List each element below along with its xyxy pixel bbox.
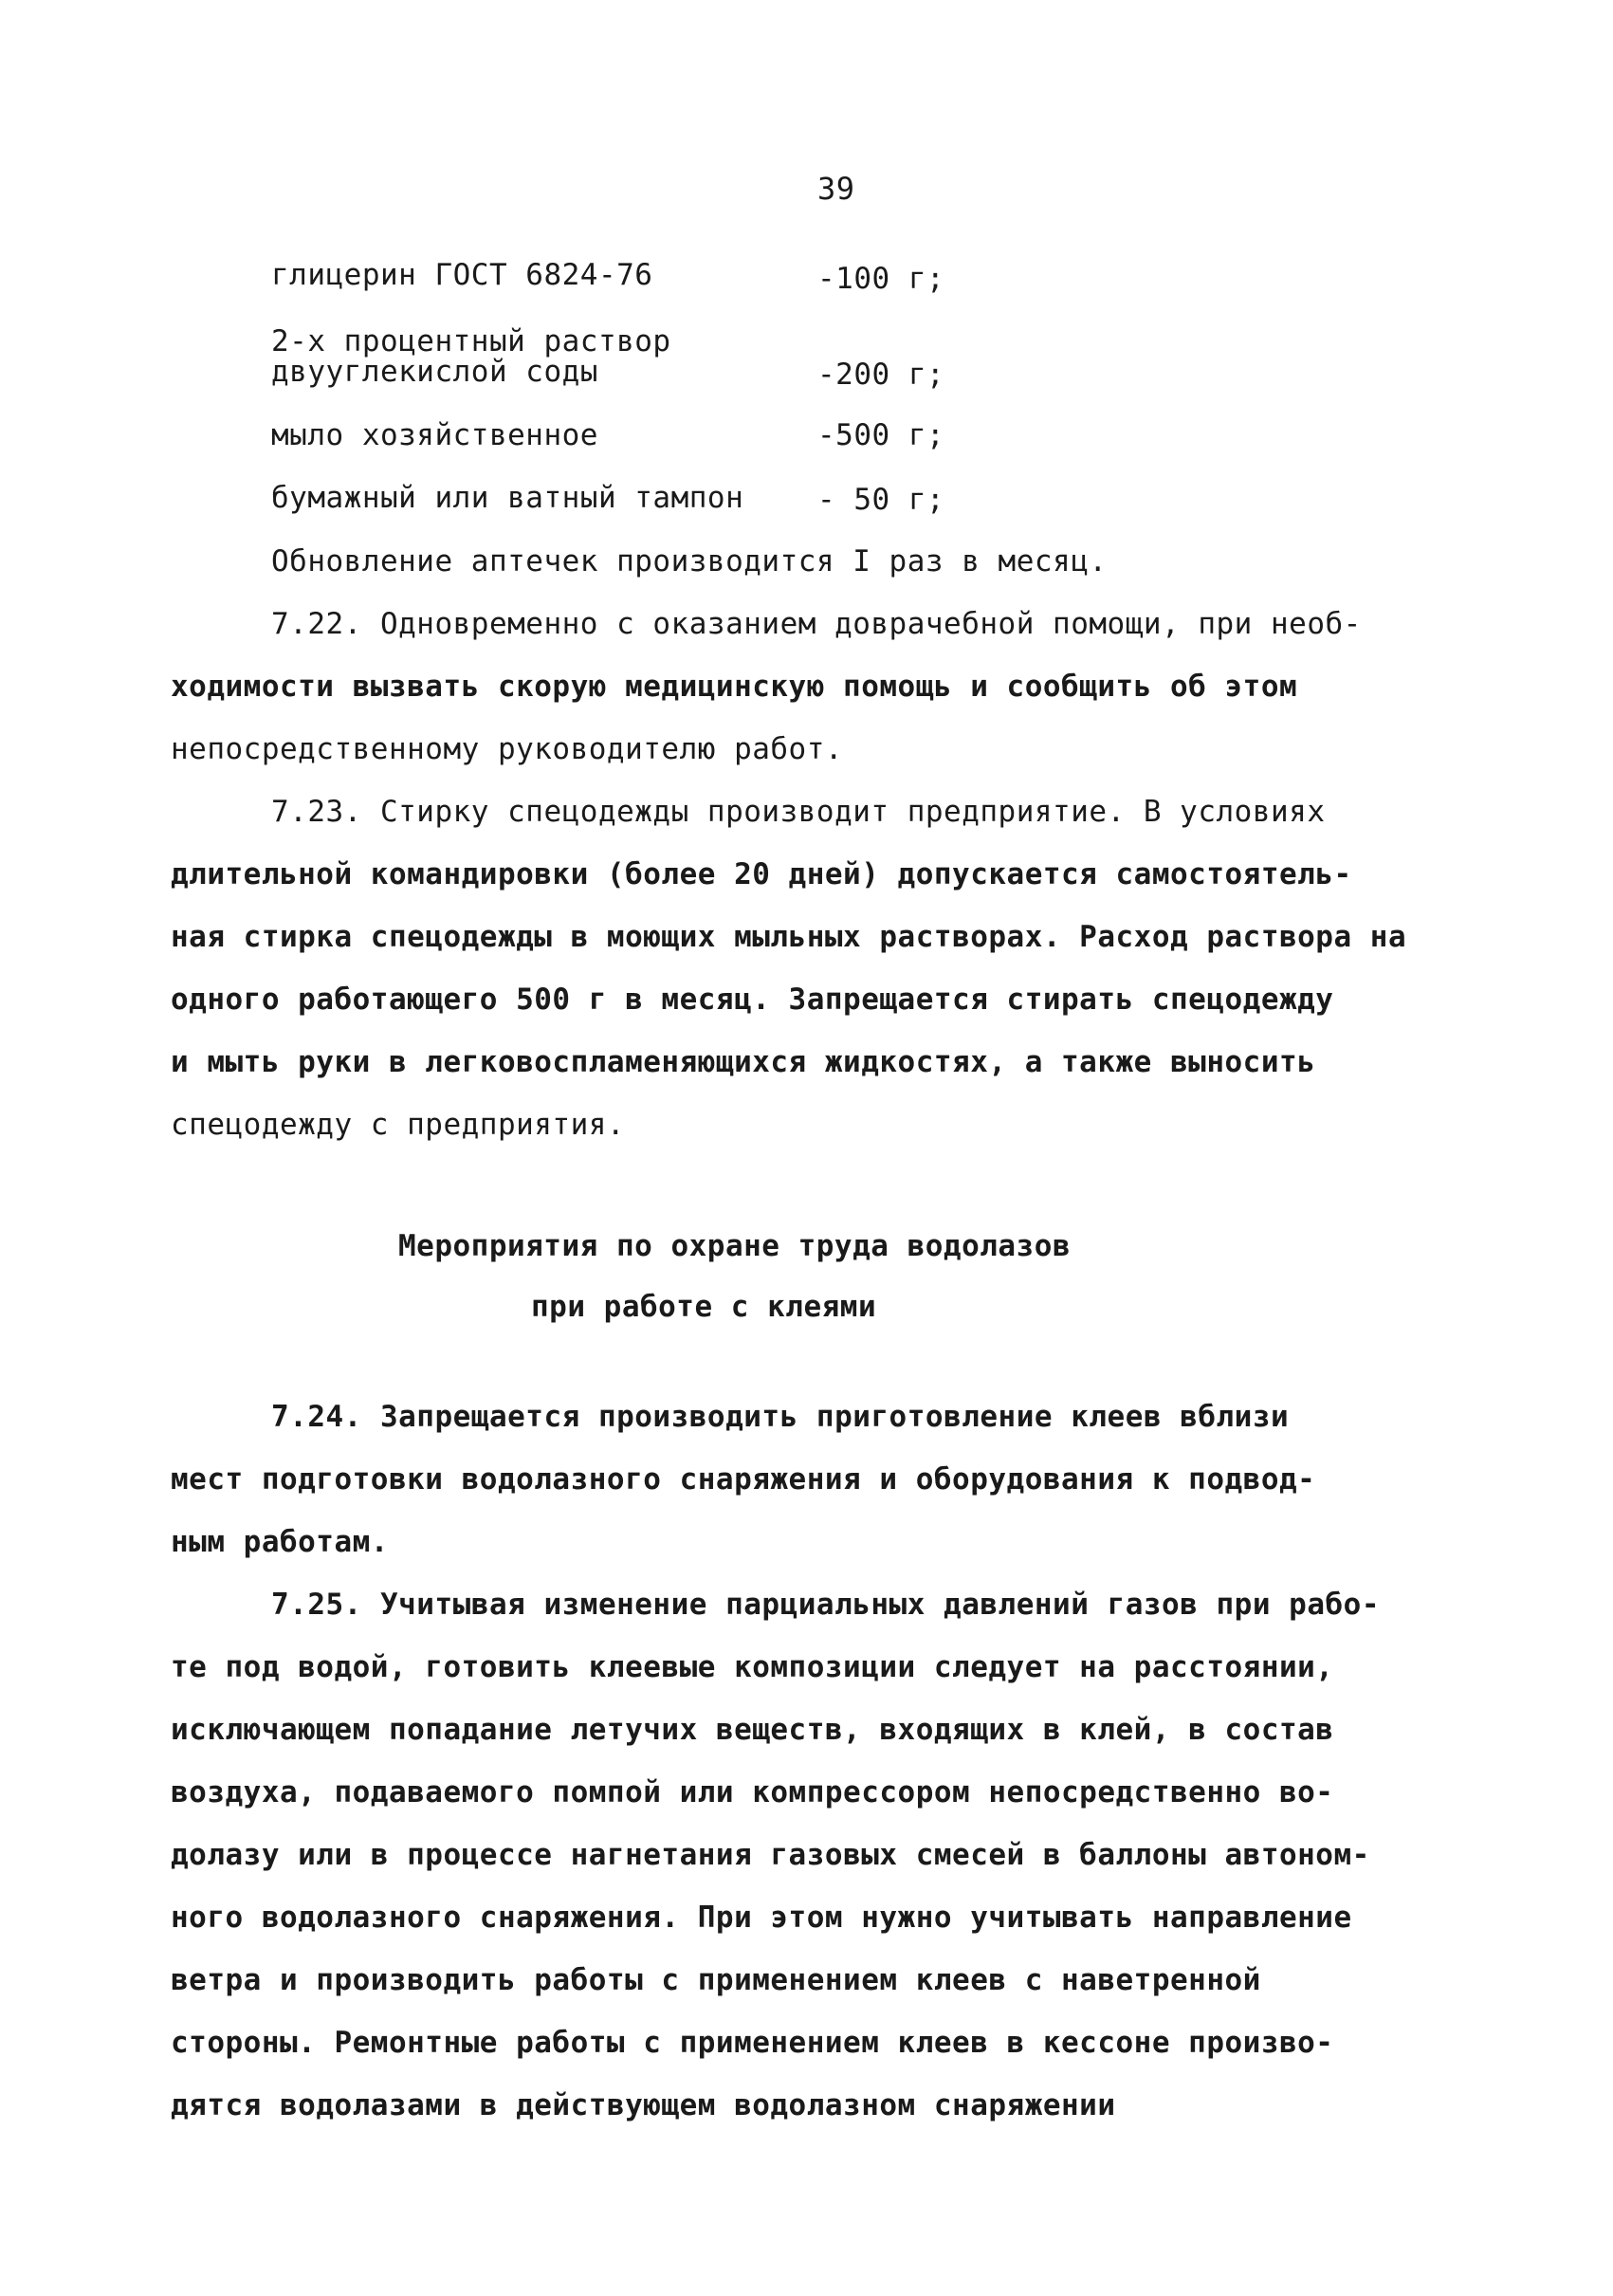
supply-name: бумажный или ватный тампон: [271, 481, 744, 515]
paragraph-line: ходимости вызвать скорую медицинскую помощь и сообщить об этом: [171, 670, 1298, 704]
paragraph-line: исключающем попадание летучих веществ, входящих в клей, в состав: [171, 1713, 1334, 1747]
renewal-note: Обновление аптечек производится I раз в месяц.: [271, 544, 1108, 579]
section-title: Мероприятия по охране труда водолазов: [398, 1229, 1072, 1263]
page-number: 39: [817, 171, 855, 207]
paragraph-line: одного работающего 500 г в месяц. Запрещается стирать спецодежду: [171, 983, 1334, 1017]
supply-qty: -500 г;: [817, 418, 945, 452]
paragraph-line: ветра и производить работы с применением клеев с наветренной: [171, 1963, 1261, 1997]
paragraph-line: дятся водолазами в действующем водолазном снаряжении: [171, 2088, 1116, 2122]
paragraph-line: ного водолазного снаряжения. При этом нужно учитывать направление: [171, 1901, 1352, 1935]
paragraph-line: спецодежду с предприятия.: [171, 1108, 626, 1142]
paragraph-line: 7.23. Стирку спецодежды производит предприятие. В условиях: [271, 795, 1326, 829]
paragraph-line: ная стирка спецодежды в моющих мыльных растворах. Расход раствора на: [171, 920, 1407, 954]
supply-name: двууглекислой соды: [271, 355, 598, 389]
paragraph-line: те под водой, готовить клеевые композиции следует на расстоянии,: [171, 1650, 1334, 1684]
paragraph-line: 7.22. Одновременно с оказанием доврачебной помощи, при необ-: [271, 607, 1362, 641]
paragraph-line: мест подготовки водолазного снаряжения и оборудования к подвод-: [171, 1462, 1316, 1497]
paragraph-line: длительной командировки (более 20 дней) допускается самостоятель-: [171, 857, 1352, 891]
supply-qty: -200 г;: [817, 358, 945, 392]
paragraph-line: ным работам.: [171, 1525, 389, 1559]
paragraph-line: воздуха, подаваемого помпой или компрессором непосредственно во-: [171, 1775, 1334, 1809]
supply-qty: -100 г;: [817, 262, 945, 296]
paragraph-line: непосредственному руководителю работ.: [171, 732, 844, 766]
paragraph-line: долазу или в процессе нагнетания газовых смесей в баллоны автоном-: [171, 1838, 1370, 1872]
paragraph-line: и мыть руки в легковоспламеняющихся жидкостях, а также выносить: [171, 1045, 1316, 1079]
section-title: при работе с клеями: [531, 1290, 877, 1324]
supply-qty: - 50 г;: [817, 483, 945, 517]
supply-name: глицерин ГОСТ 6824-76: [271, 258, 653, 292]
paragraph-line: 7.25. Учитывая изменение парциальных давлений газов при рабо-: [271, 1588, 1380, 1622]
paragraph-line: 7.24. Запрещается производить приготовление клеев вблизи: [271, 1400, 1290, 1434]
supply-name: 2-х процентный раствор: [271, 324, 671, 358]
supply-name: мыло хозяйственное: [271, 418, 598, 452]
paragraph-line: стороны. Ремонтные работы с применением клеев в кессоне произво-: [171, 2026, 1334, 2060]
